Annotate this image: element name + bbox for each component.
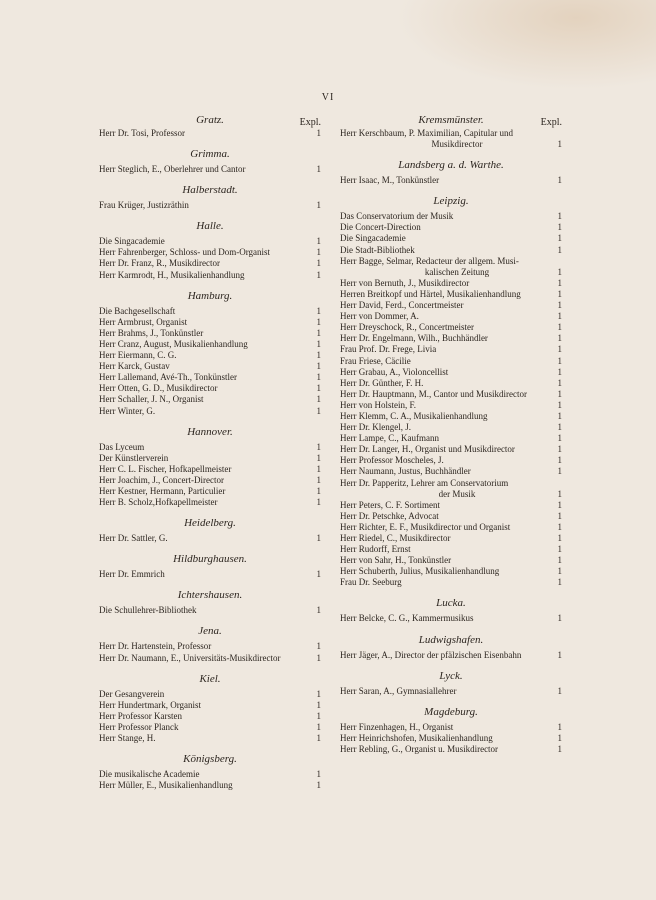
subscriber-entry: [340, 544, 562, 555]
city-section: [99, 184, 321, 211]
copy-count: 1: [557, 410, 562, 421]
subscriber-entry: [340, 555, 562, 566]
subscriber-name: Herr Dr. Klengel, J.: [340, 422, 411, 433]
city-section: [99, 290, 321, 417]
column-header: [99, 114, 321, 128]
subscriber-name: Herr von Dommer, A.: [340, 311, 419, 322]
copy-count: 1: [316, 474, 321, 485]
city-heading: Hannover.: [187, 425, 233, 438]
subscriber-entry: [340, 613, 562, 624]
copy-count: 1: [316, 338, 321, 349]
subscriber-name: Herr Dr. Tosi, Professor: [99, 128, 185, 138]
subscriber-name: Herr Dr. Hauptmann, M., Cantor und Musikdirector: [340, 388, 527, 399]
subscriber-entry: [340, 322, 562, 333]
subscriber-name: Herr Dr. Franz, R., Musikdirector: [99, 258, 220, 269]
copy-count: 1: [316, 688, 321, 699]
subscriber-name: Herr Otten, G. D., Musikdirector: [99, 383, 218, 394]
copy-count: 1: [316, 394, 321, 405]
subscriber-entry: [340, 344, 562, 355]
city-heading: Jena.: [198, 625, 222, 638]
subscriber-entry: [340, 522, 562, 533]
subscriber-entry: [99, 497, 321, 508]
subscriber-entry: [99, 453, 321, 464]
city-heading: Kiel.: [199, 672, 221, 685]
city-section: [99, 589, 321, 616]
subscriber-name: Die Singacademie: [99, 236, 165, 247]
subscriber-name: Herr Lallemand, Avé-Th., Tonkünstler: [99, 372, 237, 383]
subscriber-name: Herr Klemm, C. A., Musikalienhandlung: [340, 410, 488, 421]
city-heading: Gratz.: [196, 114, 224, 126]
copy-count: 1: [557, 455, 562, 466]
city-heading: Heidelberg.: [184, 517, 236, 530]
subscriber-name: Herr Professor Planck: [99, 721, 179, 732]
subscriber-entry: [340, 389, 562, 400]
expl-header: Expl.: [540, 117, 562, 128]
page-number: VI: [321, 92, 335, 103]
subscriber-entry: [340, 722, 562, 733]
city-heading: Halle.: [196, 220, 224, 233]
right-column: [340, 114, 562, 755]
paper-stain: [396, 0, 656, 90]
copy-count: 1: [316, 350, 321, 361]
subscriber-name: Herr Riedel, C., Musikdirector: [340, 533, 451, 543]
city-heading: Hildburghausen.: [173, 553, 247, 566]
subscriber-name: Herr Fahrenberger, Schloss- und Dom-Organist: [99, 247, 271, 258]
subscriber-name: Herr Rebling, G., Organist u. Musikdirector: [340, 743, 499, 754]
copy-count: 1: [316, 569, 321, 580]
copy-count: 1: [316, 383, 321, 394]
city-section: [340, 634, 562, 661]
copy-count: 1: [316, 247, 321, 258]
subscriber-name: Herr Dr. Papperitz, Lehrer am Conservatorium: [340, 477, 509, 488]
subscriber-name: Herr C. L. Fischer, Hofkapellmeister: [99, 463, 232, 474]
subscriber-entry: [340, 256, 562, 278]
city-section: [99, 553, 321, 580]
subscriber-name: Herr von Sahr, H., Tonkünstler: [340, 555, 452, 566]
subscriber-entry: [340, 222, 562, 233]
subscriber-entry: [99, 406, 321, 417]
copy-count: 1: [557, 422, 562, 433]
city-heading: Grimma.: [190, 148, 230, 161]
subscriber-name: Herr Belcke, C. G., Kammermusikus: [340, 613, 474, 624]
subscriber-name: Herr Richter, E. F., Musikdirector und Organist: [340, 521, 511, 532]
subscriber-name: Herr Dr. Naumann, E., Universitäts-Musikdirector: [99, 652, 281, 663]
subscriber-entry: [340, 311, 562, 322]
copy-count: 1: [316, 497, 321, 508]
subscriber-entry: [99, 128, 321, 139]
subscriber-entry: [340, 400, 562, 411]
copy-count: 1: [316, 405, 321, 416]
subscriber-name: Herr Cranz, August, Musikalienhandlung: [99, 338, 248, 349]
subscriber-name: Herr Dr. Hartenstein, Professor: [99, 641, 212, 652]
subscriber-name: Das Conservatorium der Musik: [340, 211, 454, 222]
city-heading: Halberstadt.: [182, 184, 238, 197]
subscriber-name: Herr Schaller, J. N., Organist: [99, 394, 204, 405]
subscriber-entry: [99, 350, 321, 361]
copy-count: 1: [316, 463, 321, 474]
column-header: [340, 114, 562, 128]
city-heading: Magdeburg.: [424, 705, 478, 718]
subscriber-name: Herr Kestner, Hermann, Particulier: [99, 485, 226, 496]
copy-count: 1: [557, 577, 562, 588]
subscriber-name: Die Stadt-Bibliothek: [340, 244, 415, 255]
subscriber-entry: [340, 511, 562, 522]
subscriber-entry: [99, 780, 321, 791]
city-section: [340, 114, 562, 150]
left-column: [99, 114, 321, 791]
subscriber-entry: [340, 289, 562, 300]
subscriber-entry: [340, 333, 562, 344]
subscriber-entry: [99, 605, 321, 616]
subscriber-entry: [340, 233, 562, 244]
city-section: [99, 673, 321, 744]
subscriber-name: Frau Krüger, Justizräthin: [99, 200, 189, 211]
copy-count: 1: [557, 721, 562, 732]
subscriber-name: Herr Heinrichshofen, Musikalienhandlung: [340, 732, 493, 743]
city-heading: Landsberg a. d. Warthe.: [398, 159, 504, 172]
subscriber-name: Herr B. Scholz,Hofkapellmeister: [99, 497, 218, 508]
subscriber-entry: [340, 733, 562, 744]
subscriber-name: Herr Rudorff, Ernst: [340, 544, 411, 555]
subscriber-entry: [99, 641, 321, 652]
subscriber-entry: [340, 500, 562, 511]
copy-count: 1: [316, 485, 321, 496]
subscriber-entry: [340, 650, 562, 661]
copy-count: 1: [557, 355, 562, 366]
copy-count: 1: [316, 721, 321, 732]
subscriber-entry: [99, 258, 321, 269]
copy-count: 1: [557, 333, 562, 344]
copy-count: 1: [557, 732, 562, 743]
copy-count: 1: [316, 605, 321, 616]
subscriber-name: Der Künstlerverein: [99, 452, 169, 463]
city-heading: Königsberg.: [183, 753, 237, 766]
subscriber-name: Herr Naumann, Justus, Buchhändler: [340, 466, 471, 477]
subscriber-name: Herr Dr. Langer, H., Organist und Musikdirector: [340, 444, 515, 455]
subscriber-entry: [340, 533, 562, 544]
subscriber-name: Herr Peters, C. F. Sortiment: [340, 499, 441, 510]
subscriber-entry: [340, 175, 562, 186]
subscriber-name: Herr Dr. Günther, F. H.: [340, 377, 424, 388]
subscriber-entry: [340, 577, 562, 588]
copy-count: 1: [557, 613, 562, 624]
copy-count: 1: [316, 200, 321, 211]
subscriber-entry: [99, 533, 321, 544]
subscriber-entry: [99, 722, 321, 733]
subscriber-name: Frau Dr. Seeburg: [340, 577, 402, 588]
copy-count: 1: [557, 322, 562, 333]
city-section: [340, 597, 562, 624]
city-section: [99, 114, 321, 139]
subscriber-entry: [99, 769, 321, 780]
city-section: [99, 426, 321, 509]
city-section: [340, 706, 562, 755]
subscriber-name: Frau Friese, Cäcilie: [340, 355, 411, 366]
subscriber-name: Die Singacademie: [340, 233, 406, 244]
city-heading: Leipzig.: [433, 195, 469, 208]
subscriber-name: Herr Dr. Sattler, G.: [99, 533, 168, 544]
city-section: [99, 625, 321, 663]
city-section: [99, 753, 321, 791]
subscriber-entry: [340, 367, 562, 378]
copy-count: 1: [316, 316, 321, 327]
copy-count: 1: [316, 327, 321, 338]
copy-count: 1: [557, 288, 562, 299]
subscriber-entry: [340, 378, 562, 389]
subscriber-entry: [99, 700, 321, 711]
city-heading: Hamburg.: [187, 289, 233, 302]
subscriber-name: Herr David, Ferd., Concertmeister: [340, 300, 464, 311]
subscriber-entry: [99, 317, 321, 328]
copy-count: 1: [316, 305, 321, 316]
copy-count: 1: [557, 388, 562, 399]
subscriber-entry: [99, 711, 321, 722]
copy-count: 1: [557, 311, 562, 322]
copy-count: 1: [316, 710, 321, 721]
subscriber-entry: [99, 200, 321, 211]
subscriber-name: Herr Dr. Engelmann, Wilh., Buchhändler: [340, 333, 488, 344]
subscriber-name: Herr Saran, A., Gymnasiallehrer: [340, 685, 457, 696]
copy-count: 1: [557, 466, 562, 477]
copy-count: 1: [316, 258, 321, 269]
copy-count: 1: [557, 222, 562, 233]
subscriber-name: Herr von Bernuth, J., Musikdirector: [340, 277, 470, 288]
copy-count: 1: [557, 377, 562, 388]
copy-count: 1: [557, 399, 562, 410]
subscriber-name: Herr Jäger, A., Director der pfälzischen Eisenbahn: [340, 649, 522, 660]
subscriber-name: Herr Finzenhagen, H., Organist: [340, 721, 454, 732]
subscriber-entry: [99, 689, 321, 700]
copy-count: 1: [316, 533, 321, 544]
subscriber-entry: [99, 569, 321, 580]
copy-count: 1: [557, 743, 562, 754]
subscriber-entry: [99, 383, 321, 394]
copy-count: 1: [557, 685, 562, 696]
subscriber-entry: [340, 245, 562, 256]
subscriber-entry: [340, 433, 562, 444]
city-section: [99, 220, 321, 280]
subscriber-entry: [340, 455, 562, 466]
city-section: [340, 159, 562, 186]
subscriber-entry: [99, 306, 321, 317]
city-section: [340, 195, 562, 588]
copy-count: 1: [316, 441, 321, 452]
copy-count: 1: [557, 366, 562, 377]
copy-count: 1: [316, 641, 321, 652]
subscriber-entry: [340, 422, 562, 433]
subscriber-name: Herr Karck, Gustav: [99, 361, 170, 372]
city-section: [99, 517, 321, 544]
subscriber-entry: [340, 566, 562, 577]
subscriber-name: Die Bachgesellschaft: [99, 305, 176, 316]
subscriber-name: Herr Kerschbaum, P. Maximilian, Capitular und: [340, 128, 513, 138]
subscriber-entry: [340, 356, 562, 367]
subscriber-entry: [340, 300, 562, 311]
subscriber-entry: [340, 466, 562, 477]
city-heading: Lyck.: [439, 669, 463, 682]
copy-count: 1: [316, 372, 321, 383]
copy-count: 1: [557, 555, 562, 566]
copy-count: 1: [316, 269, 321, 280]
subscriber-entry: [340, 686, 562, 697]
copy-count: 1: [557, 277, 562, 288]
subscriber-name: Herr Professor Karsten: [99, 710, 182, 721]
subscriber-name: Herr Professor Moscheles, J.: [340, 455, 444, 466]
copy-count: 1: [557, 649, 562, 660]
copy-count: 1: [557, 300, 562, 311]
copy-count: 1: [557, 566, 562, 577]
subscriber-name: Herr Dr. Emmrich: [99, 569, 165, 580]
subscriber-entry: [99, 442, 321, 453]
subscriber-entry: [340, 444, 562, 455]
copy-count: 1: [557, 433, 562, 444]
subscriber-entry: [340, 478, 562, 500]
subscriber-entry: [99, 372, 321, 383]
subscriber-entry: [99, 464, 321, 475]
subscriber-name: Herr von Holstein, F.: [340, 399, 417, 410]
copy-count: 1: [557, 244, 562, 255]
copy-count: 1: [316, 361, 321, 372]
copy-count: 1: [557, 444, 562, 455]
subscriber-name: Herren Breitkopf und Härtel, Musikalienhandlung: [340, 288, 521, 299]
subscriber-name: Der Gesangverein: [99, 688, 165, 699]
copy-count: 1: [557, 544, 562, 555]
subscriber-name-continuation: der Musik: [438, 488, 476, 499]
subscriber-name: Herr Stange, H.: [99, 733, 156, 743]
copy-count: 1: [557, 499, 562, 510]
copy-count: 1: [557, 266, 562, 277]
subscriber-entry: [340, 128, 562, 150]
copy-count: 1: [316, 780, 321, 791]
subscriber-entry: [99, 164, 321, 175]
copy-count: 1: [557, 175, 562, 186]
subscriber-name: Herr Dr. Petschke, Advocat: [340, 510, 439, 521]
subscriber-name: Herr Joachim, J., Concert-Director: [99, 474, 224, 485]
subscriber-name: Herr Winter, G.: [99, 405, 156, 416]
city-section: [99, 148, 321, 175]
copy-count: 1: [557, 521, 562, 532]
subscriber-name-continuation: Musikdirector: [431, 139, 483, 150]
subscriber-entry: [99, 733, 321, 744]
subscriber-name: Herr Eiermann, C. G.: [99, 350, 177, 361]
city-heading: Lucka.: [436, 597, 466, 610]
copy-count: 1: [316, 164, 321, 175]
subscriber-entry: [99, 247, 321, 258]
subscriber-name: Die Schullehrer-Bibliothek: [99, 605, 197, 616]
subscriber-name: Die Concert-Direction: [340, 222, 421, 233]
copy-count: 1: [557, 488, 562, 499]
subscriber-entry: [99, 475, 321, 486]
copy-count: 1: [557, 510, 562, 521]
city-heading: Ichtershausen.: [177, 589, 243, 602]
city-heading: Ludwigshafen.: [418, 633, 484, 646]
expl-header: Expl.: [299, 117, 321, 128]
subscriber-name: Herr Schuberth, Julius, Musikalienhandlung: [340, 566, 500, 577]
subscriber-entry: [99, 328, 321, 339]
subscriber-entry: [340, 744, 562, 755]
subscriber-entry: [340, 278, 562, 289]
subscriber-entry: [99, 653, 321, 664]
subscriber-name: Die musikalische Academie: [99, 769, 200, 780]
subscriber-entry: [99, 236, 321, 247]
copy-count: 1: [557, 344, 562, 355]
copy-count: 1: [316, 733, 321, 743]
subscriber-entry: [99, 394, 321, 405]
subscriber-name: Herr Armbrust, Organist: [99, 316, 188, 327]
subscriber-entry: [99, 486, 321, 497]
subscriber-entry: [340, 211, 562, 222]
subscriber-name: Herr Grabau, A., Violoncellist: [340, 366, 449, 377]
city-heading: Kremsmünster.: [418, 114, 484, 126]
subscriber-name: Herr Müller, E., Musikalienhandlung: [99, 780, 233, 791]
subscriber-entry: [99, 361, 321, 372]
subscriber-name: Herr Isaac, M., Tonkünstler: [340, 175, 440, 186]
copy-count: 1: [557, 139, 562, 150]
subscriber-name: Herr Hundertmark, Organist: [99, 699, 202, 710]
copy-count: 1: [316, 652, 321, 663]
subscriber-name: Das Lyceum: [99, 441, 145, 452]
copy-count: 1: [557, 233, 562, 244]
subscriber-name-continuation: kalischen Zeitung: [424, 266, 490, 277]
subscriber-name: Herr Bagge, Selmar, Redacteur der allgem. Musi-: [340, 255, 519, 266]
copy-count: 1: [557, 211, 562, 222]
subscriber-name: Herr Lampe, C., Kaufmann: [340, 433, 439, 444]
subscriber-name: Herr Karmrodt, H., Musikalienhandlung: [99, 269, 245, 280]
city-section: [340, 670, 562, 697]
subscriber-entry: [99, 270, 321, 281]
copy-count: 1: [316, 769, 321, 780]
copy-count: 1: [316, 452, 321, 463]
subscriber-name: Herr Brahms, J., Tonkünstler: [99, 327, 204, 338]
subscriber-entry: [340, 411, 562, 422]
subscriber-name: Frau Prof. Dr. Frege, Livia: [340, 344, 437, 355]
subscriber-name: Herr Steglich, E., Oberlehrer und Cantor: [99, 164, 246, 175]
subscriber-entry: [99, 339, 321, 350]
copy-count: 1: [316, 236, 321, 247]
subscriber-name: Herr Dreyschock, R., Concertmeister: [340, 322, 474, 333]
copy-count: 1: [316, 699, 321, 710]
copy-count: 1: [316, 128, 321, 138]
copy-count: 1: [557, 533, 562, 543]
